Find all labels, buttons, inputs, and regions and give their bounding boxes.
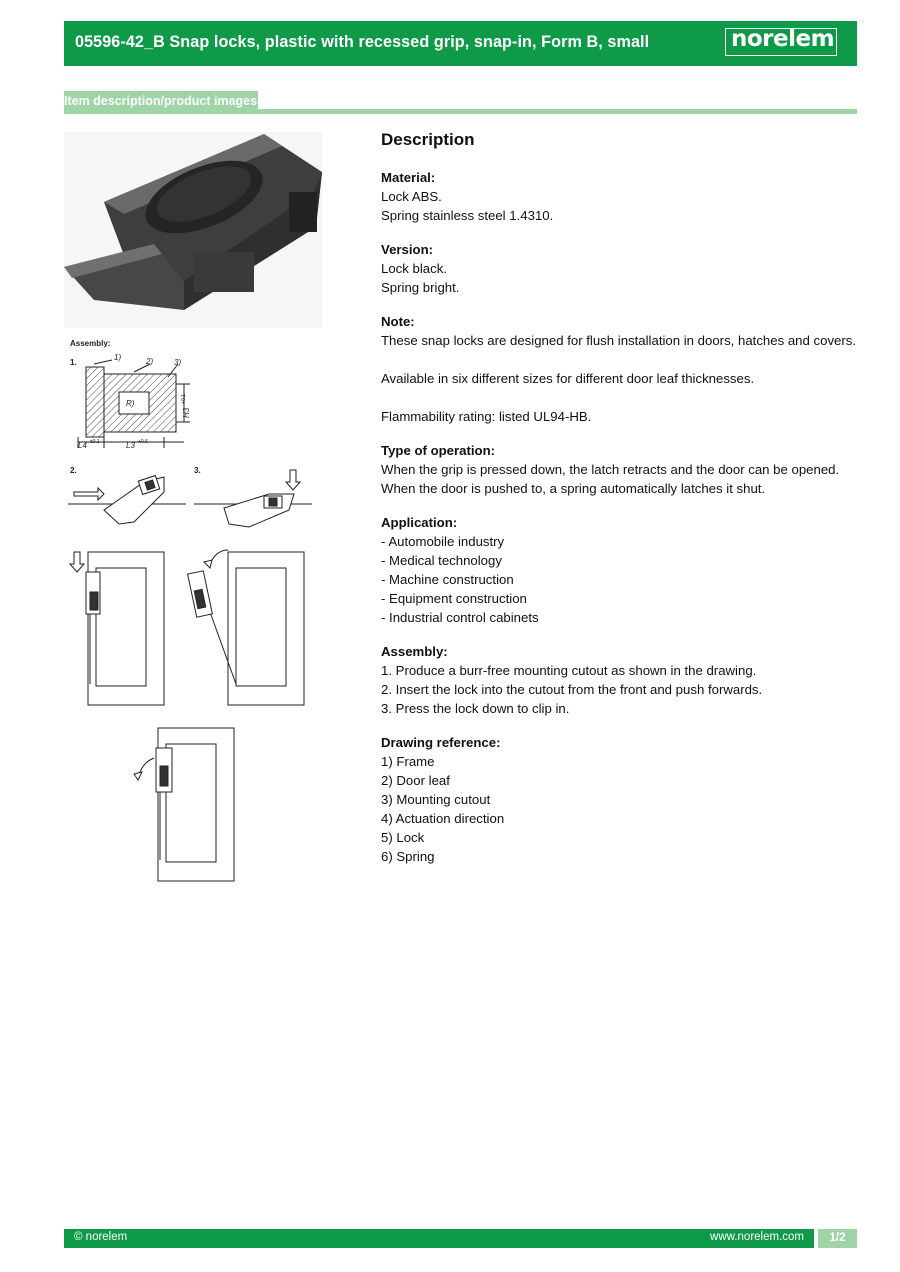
page-title: 05596-42_B Snap locks, plastic with recessed grip, snap-in, Form B, small <box>75 32 650 51</box>
operation-block <box>381 441 861 498</box>
dim-h3-label: H3 <box>182 407 191 418</box>
dim-l3-tolerance: +0.6 <box>138 439 148 445</box>
operation-text: When the grip is pressed down, the latch retracts and the door can be opened. When the door is pushed to, a spring automatically latches it shut. <box>381 462 840 496</box>
ref-3-label: 3) <box>174 358 182 367</box>
version-block <box>381 240 861 297</box>
section-tab <box>64 91 258 111</box>
dim-h3-tolerance: +0.1 <box>181 394 187 404</box>
ref-1-label: 1) <box>114 353 122 362</box>
note-line: These snap locks are designed for flush installation in doors, hatches and covers. <box>381 333 857 348</box>
logo-text: norelem <box>731 28 835 52</box>
assembly-label: Assembly: <box>70 339 111 348</box>
material-line: Lock ABS. <box>381 189 442 204</box>
radius-label: R) <box>126 399 135 408</box>
description-heading: Description <box>381 130 475 149</box>
note-line: Flammability rating: listed UL94-HB. <box>381 409 592 424</box>
application-line: - Medical technology <box>381 553 502 568</box>
norelem-logo <box>725 28 837 56</box>
door-closed-drawing <box>70 552 164 705</box>
version-title: Version: <box>381 242 434 257</box>
drawing-reference-line: 5) Lock <box>381 830 425 845</box>
ref-2-label: 2) <box>146 357 154 366</box>
page-header <box>64 21 857 66</box>
assembly-line: 1. Produce a burr-free mounting cutout as shown in the drawing. <box>381 663 757 678</box>
description-panel <box>381 129 861 881</box>
door-open-drawing <box>188 550 304 705</box>
step-2-label: 2. <box>70 466 77 475</box>
assembly-block <box>381 642 861 718</box>
application-line: - Equipment construction <box>381 591 527 606</box>
step-3-label: 3. <box>194 466 201 475</box>
application-block <box>381 513 861 627</box>
assembly-line: 2. Insert the lock into the cutout from the front and push forwards. <box>381 682 763 697</box>
insert-step-drawing <box>68 476 186 524</box>
version-line: Lock black. <box>381 261 447 276</box>
step-1-label: 1. <box>70 358 77 367</box>
drawing-reference-line: 2) Door leaf <box>381 773 450 788</box>
drawing-reference-line: 3) Mounting cutout <box>381 792 491 807</box>
note-line: Available in six different sizes for different door leaf thicknesses. <box>381 371 755 386</box>
product-images <box>64 132 324 897</box>
product-illustrations <box>64 132 324 892</box>
note-block <box>381 312 861 426</box>
material-block <box>381 168 861 225</box>
section-tab-label: Item description/product images <box>64 94 258 108</box>
dim-l4-label: L4 <box>78 441 87 450</box>
application-line: - Automobile industry <box>381 534 505 549</box>
version-line: Spring bright. <box>381 280 460 295</box>
application-title: Application: <box>381 515 458 530</box>
assembly-line: 3. Press the lock down to clip in. <box>381 701 570 716</box>
drawing-reference-title: Drawing reference: <box>381 735 501 750</box>
operation-title: Type of operation: <box>381 443 496 458</box>
product-photo <box>64 132 322 328</box>
assembly-title: Assembly: <box>381 644 448 659</box>
application-line: - Machine construction <box>381 572 514 587</box>
copyright-text: © norelem <box>74 1231 128 1243</box>
clip-step-drawing <box>194 470 312 527</box>
drawing-reference-line: 6) Spring <box>381 849 435 864</box>
website-link[interactable]: www.norelem.com <box>710 1231 804 1243</box>
dim-l3-label: L3 <box>126 441 135 450</box>
drawing-reference-block <box>381 733 861 866</box>
note-title: Note: <box>381 314 415 329</box>
page-footer <box>64 1229 814 1248</box>
material-title: Material: <box>381 170 436 185</box>
dim-l4-tolerance: ±0.1 <box>90 439 100 445</box>
page-number: 1/2 <box>818 1229 857 1248</box>
material-line: Spring stainless steel 1.4310. <box>381 208 554 223</box>
drawing-reference-line: 4) Actuation direction <box>381 811 505 826</box>
drawing-reference-line: 1) Frame <box>381 754 435 769</box>
application-line: - Industrial control cabinets <box>381 610 539 625</box>
door-latched-drawing <box>134 728 234 881</box>
